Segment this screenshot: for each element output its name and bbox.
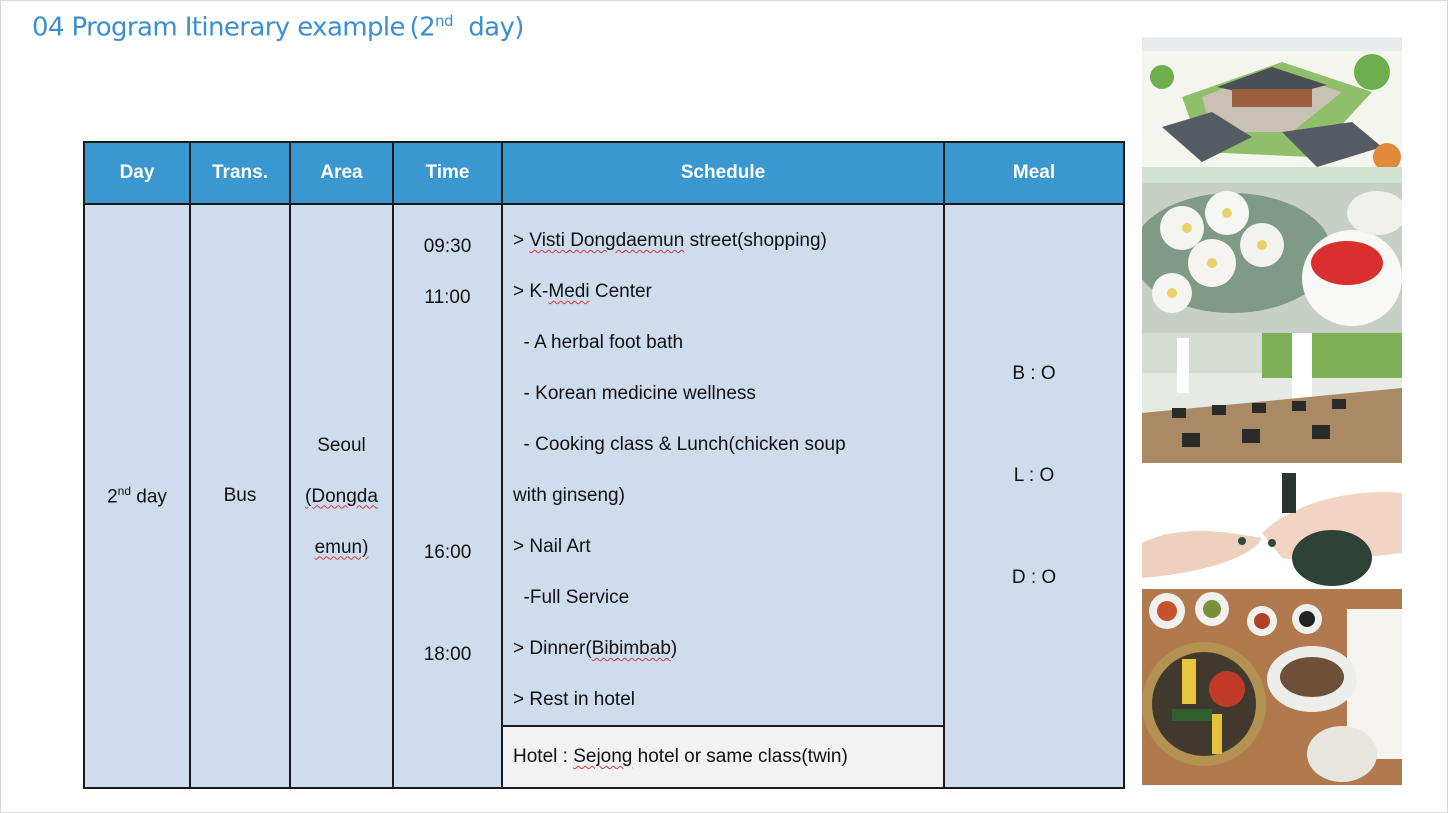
time-1600: 16:00 (423, 542, 472, 563)
schedule-line: > Nail Art (513, 536, 591, 557)
rice-cake-tea-image (1142, 183, 1402, 333)
nail-art-image (1142, 463, 1402, 589)
schedule-line: - Cooking class & Lunch(chicken soup (513, 434, 846, 455)
schedule-line: with ginseng) (513, 485, 625, 506)
schedule-line: > Visti Dongdaemun street(shopping) (513, 230, 827, 251)
hotel-cell: Hotel : Sejong hotel or same class(twin) (502, 726, 944, 788)
header-meal: Meal (944, 142, 1124, 204)
table-header-row (84, 142, 1124, 204)
day-cell: 2nd day (84, 204, 190, 788)
schedule-line: -Full Service (513, 587, 630, 608)
bibimbap-image (1142, 589, 1402, 785)
schedule-line: - Korean medicine wellness (513, 383, 756, 404)
header-area: Area (290, 142, 393, 204)
schedule-line: - A herbal foot bath (513, 332, 684, 353)
itinerary-table (83, 141, 1125, 789)
header-trans: Trans. (190, 142, 290, 204)
meal-dinner: D : O (1011, 567, 1057, 588)
time-1800: 18:00 (423, 644, 472, 665)
meal-breakfast: B : O (1012, 363, 1056, 384)
schedule-cell (502, 204, 944, 726)
foot-bath-room-image (1142, 333, 1402, 463)
time-cell (393, 204, 502, 788)
table-row (84, 204, 1124, 726)
time-0930: 09:30 (423, 236, 472, 257)
schedule-line: > Rest in hotel (513, 689, 635, 710)
meal-cell (944, 204, 1124, 788)
temple-map-image (1142, 37, 1402, 183)
trans-cell: Bus (190, 204, 290, 788)
schedule-line: > Dinner(Bibimbab) (513, 638, 678, 659)
photo-column (1142, 37, 1404, 785)
schedule-line: > K-Medi Center (513, 281, 652, 302)
meal-lunch: L : O (1013, 465, 1055, 486)
header-schedule: Schedule (502, 142, 944, 204)
time-1100: 11:00 (424, 287, 471, 308)
area-cell: Seoul (Dongda emun) (290, 204, 393, 788)
header-day: Day (84, 142, 190, 204)
header-time: Time (393, 142, 502, 204)
page-title: 04 Program Itinerary example (2nd day) (32, 12, 524, 43)
